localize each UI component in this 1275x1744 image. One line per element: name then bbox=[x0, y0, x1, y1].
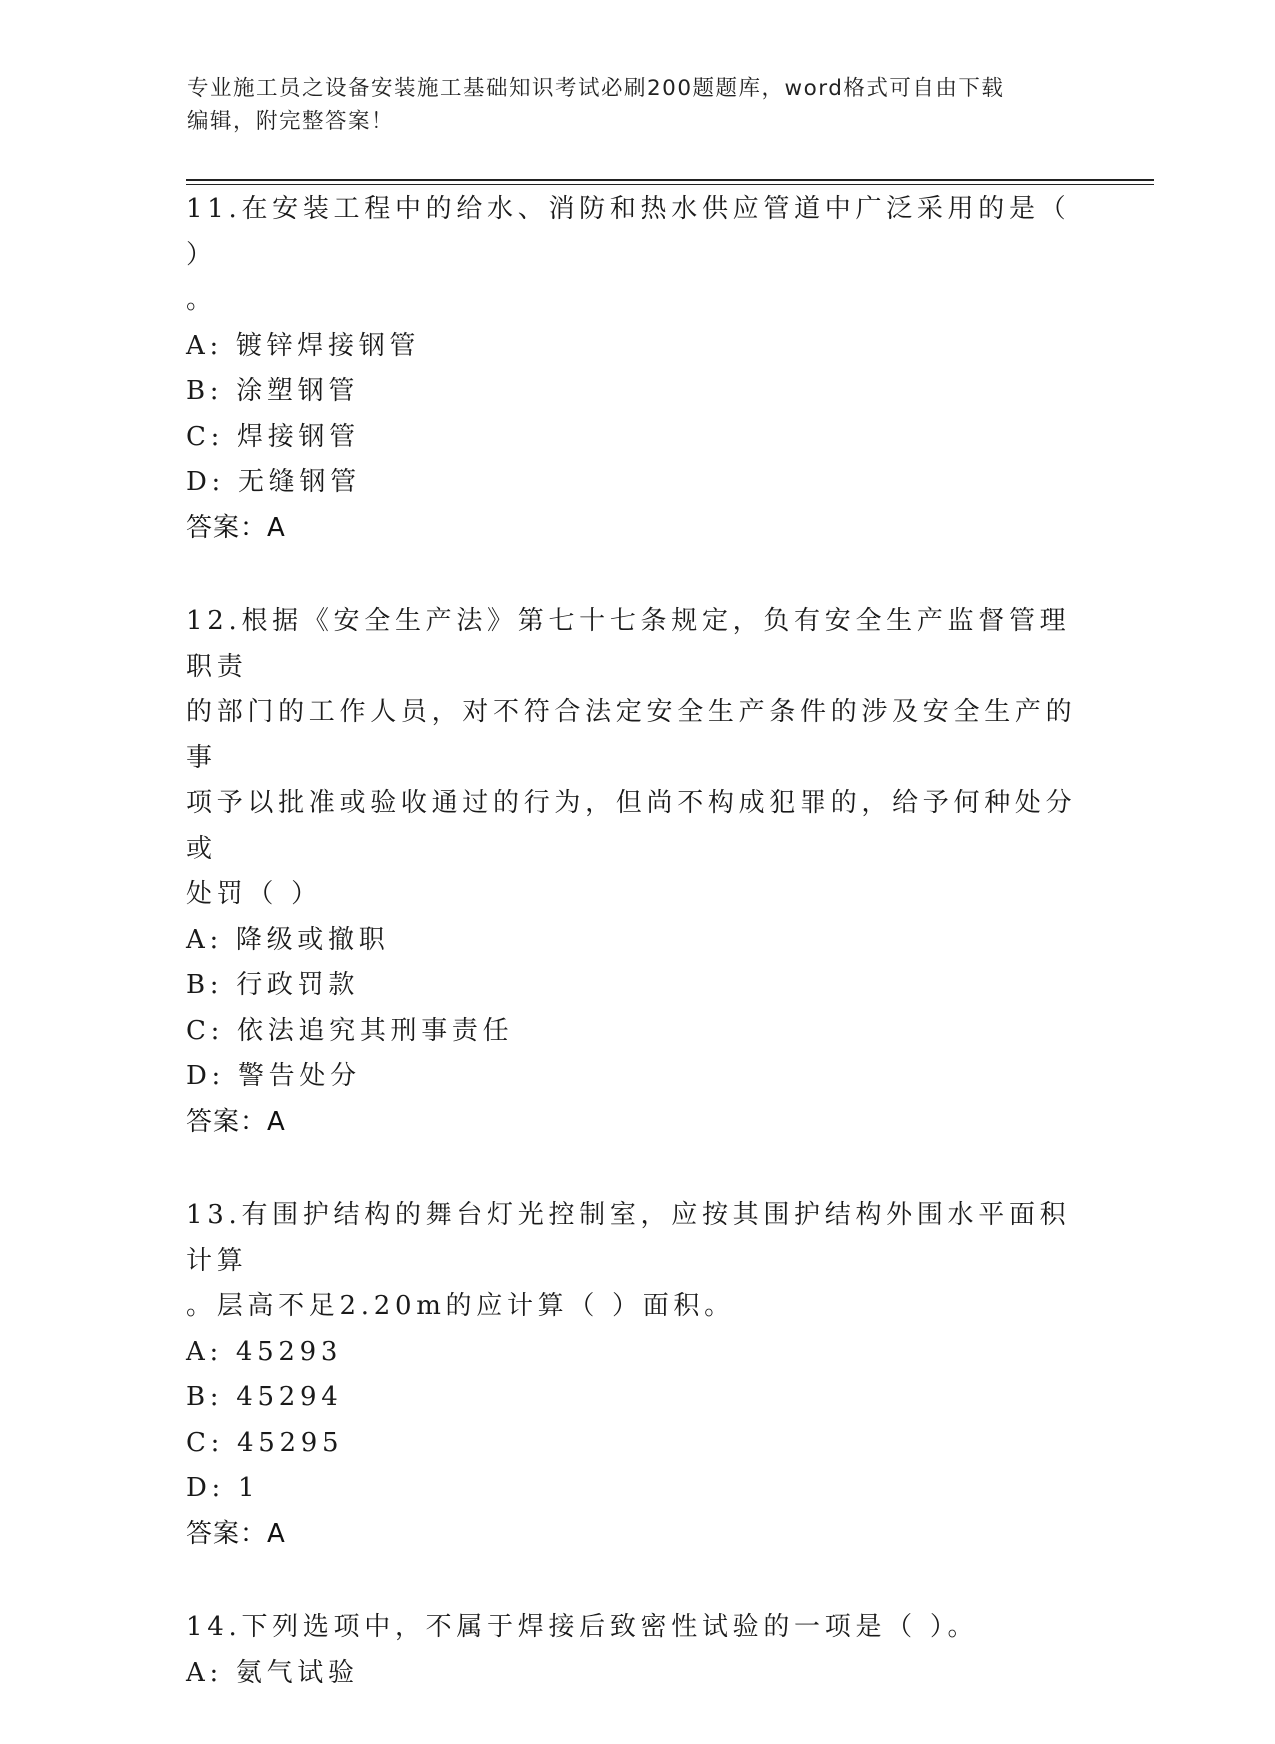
option-b: B: 45294 bbox=[186, 1382, 343, 1412]
question-stem-line: 处罚（ ） bbox=[186, 879, 322, 909]
answer-line: 答案：A bbox=[186, 1518, 286, 1549]
option-d: D: 警告处分 bbox=[186, 1061, 361, 1091]
question-list bbox=[186, 187, 1086, 1744]
option-d: D: 1 bbox=[186, 1473, 260, 1503]
option-d: D: 无缝钢管 bbox=[186, 467, 361, 497]
question-13 bbox=[186, 1193, 1086, 1557]
answer-line: 答案：A bbox=[186, 1106, 286, 1137]
option-a: A: 镀锌焊接钢管 bbox=[186, 330, 421, 361]
option-b: B: 涂塑钢管 bbox=[186, 376, 360, 406]
question-stem-line: 。层高不足2.20m的应计算（ ）面积。 bbox=[186, 1291, 735, 1321]
question-stem-line: 11.在安装工程中的给水、消防和热水供应管道中广泛采用的是（ ） bbox=[186, 194, 1084, 270]
question-14 bbox=[186, 1605, 1086, 1696]
question-11 bbox=[186, 187, 1086, 551]
question-stem-line: 13.有围护结构的舞台灯光控制室，应按其围护结构外围水平面积计算 bbox=[186, 1200, 1071, 1276]
answer-line: 答案：A bbox=[186, 512, 286, 543]
option-b: B: 行政罚款 bbox=[186, 970, 360, 1000]
option-a: A: 降级或撤职 bbox=[186, 924, 390, 955]
header-line-2: 编辑，附完整答案！ bbox=[187, 109, 395, 134]
option-c: C: 焊接钢管 bbox=[186, 421, 360, 452]
header-divider-thick bbox=[186, 179, 1154, 181]
header-divider-thin bbox=[186, 184, 1154, 185]
question-stem-line: 。 bbox=[186, 285, 217, 315]
option-c: C: 依法追究其刑事责任 bbox=[186, 1015, 514, 1046]
question-stem-line: 项予以批准或验收通过的行为，但尚不构成犯罪的，给予何种处分或 bbox=[186, 788, 1077, 864]
option-a: A: 氨气试验 bbox=[186, 1657, 359, 1688]
header-line-1: 专业施工员之设备安装施工基础知识考试必刷200题题库，word格式可自由下载 bbox=[187, 76, 1005, 101]
question-stem-line: 14.下列选项中，不属于焊接后致密性试验的一项是（ ）。 bbox=[186, 1612, 979, 1642]
option-a: A: 45293 bbox=[186, 1336, 343, 1367]
question-stem-line: 的部门的工作人员，对不符合法定安全生产条件的涉及安全生产的事 bbox=[186, 697, 1077, 773]
page-header bbox=[187, 72, 1067, 138]
question-stem-line: 12.根据《安全生产法》第七十七条规定，负有安全生产监督管理职责 bbox=[186, 606, 1071, 682]
question-12 bbox=[186, 599, 1086, 1145]
option-c: C: 45295 bbox=[186, 1427, 344, 1458]
